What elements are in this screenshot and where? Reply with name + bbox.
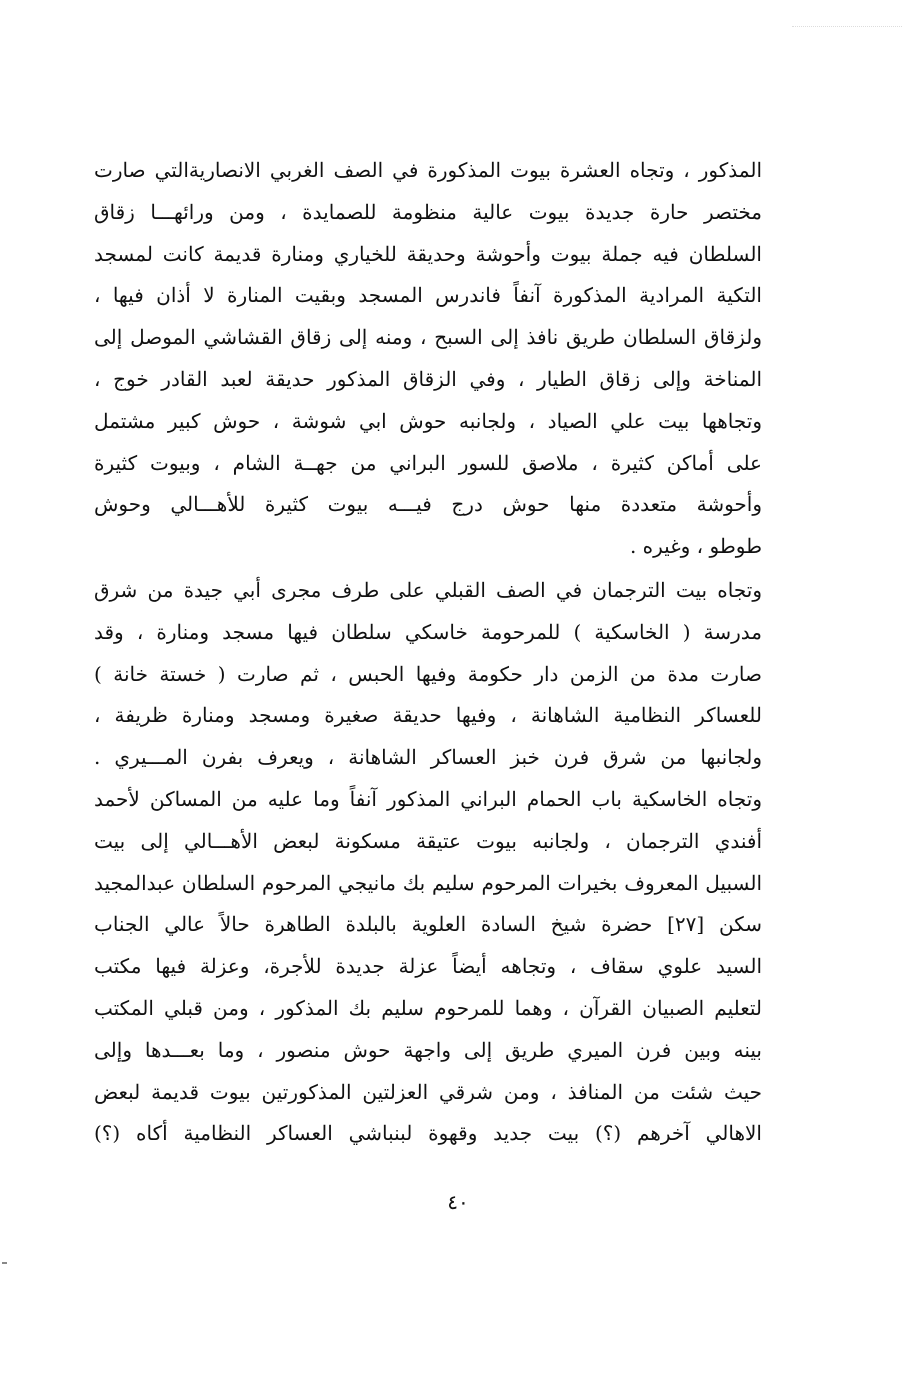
text-line: بينه وبين فرن الميري طريق إلى واجهة حوش منصور ، وما بعـــدها وإلى <box>94 1037 762 1062</box>
text-line: للعساكر النظامية الشاهانة ، وفيها حديقة صغيرة ومسجد ومنارة ظريفة ، <box>94 703 762 728</box>
text-line: السلطان فيه جملة بيوت وأحوشة وحديقة للخياري ومنارة قديمة كانت لمسجد <box>94 241 762 266</box>
text-line: وتجاه الخاسكية باب الحمام البراني المذكور آنفاً وما عليه من المساكن لأحمد <box>94 786 762 811</box>
text-line: طوطو ، وغيره . <box>629 534 762 559</box>
text-line: وتجاه بيت الترجمان في الصف القبلي على طرف مجرى أبي جيدة من شرق <box>94 578 762 602</box>
text-line: المناخة وإلى زقاق الطيار ، وفي الزقاق المذكور حديقة لعبد القادر خوج ، <box>94 366 762 391</box>
text-line: ولجانبها من شرق فرن خبز العساكر الشاهانة ، ويعرف بفرن المـــيري . <box>94 745 762 770</box>
text-line: المذكور ، وتجاه العشرة بيوت المذكورة في الصف الغربي الانصاريةالتي صارت <box>94 158 762 182</box>
text-line: مدرسة ( الخاسكية ) للمرحومة خاسكي سلطان فيها مسجد ومنارة ، وقد <box>94 619 762 644</box>
margin-mark <box>2 1262 7 1264</box>
text-line: ولزقاق السلطان طريق نافذ إلى السبح ، ومنه إلى زقاق القشاشي الموصل إلى <box>94 325 762 350</box>
text-line: وتجاهها بيت علي الصياد ، ولجانبه حوش ابي شوشة ، حوش كبير مشتمل <box>94 408 762 433</box>
paragraph-2 <box>94 570 762 1155</box>
text-line: لتعليم الصبيان القرآن ، وهما للمرحوم سليم بك المذكور ، ومن قبلي المكتب <box>94 995 762 1020</box>
text-line: حيث شئت من المنافذ ، ومن شرقي العزلتين المذكورتين بيوت قديمة لبعض <box>94 1079 762 1104</box>
paragraph-1 <box>94 150 762 568</box>
text-line: مختصر حارة جديدة بيوت عالية منظومة للصمايدة ، ومن ورائهـــا زقاق <box>94 199 762 224</box>
text-line: سكن [٢٧] حضرة شيخ السادة العلوية بالبلدة الطاهرة حالاً عالي الجناب <box>94 912 762 937</box>
text-line: الاهالي آخرهم (؟) بيت جديد وقهوة لبنباشي العساكر النظامية أكاه (؟) <box>94 1121 762 1146</box>
text-line: على أماكن كثيرة ، ملاصق للسور البراني من جهــة الشام ، وبيوت كثيرة <box>94 450 762 475</box>
text-line: السيد علوي سقاف ، وتجاهه أيضاً عزلة جديدة للأجرة، وعزلة فيها مكتب <box>94 954 762 979</box>
text-line: التكية المرادية المذكورة آنفاً فاندرس المسجد وبقيت المنارة لا أذان فيها ، <box>94 283 762 308</box>
scan-edge-dots <box>792 26 902 37</box>
text-line: صارت مدة من الزمن دار حكومة وفيها الحبس ، ثم صارت ( خستة خانة ) <box>94 661 762 686</box>
text-line: أفندي الترجمان ، ولجانبه بيوت عتيقة مسكونة لبعض الأهـــالي إلى بيت <box>94 828 762 853</box>
text-line: وأحوشة متعددة منها حوش درج فيـــه بيوت كثيرة للأهـــالي وحوش <box>94 492 762 517</box>
text-line: السبيل المعروف بخيرات المرحوم سليم بك مانيجي المرحوم السلطان عبدالمجيد <box>94 870 762 895</box>
page-number: ٤٠ <box>447 1190 469 1214</box>
